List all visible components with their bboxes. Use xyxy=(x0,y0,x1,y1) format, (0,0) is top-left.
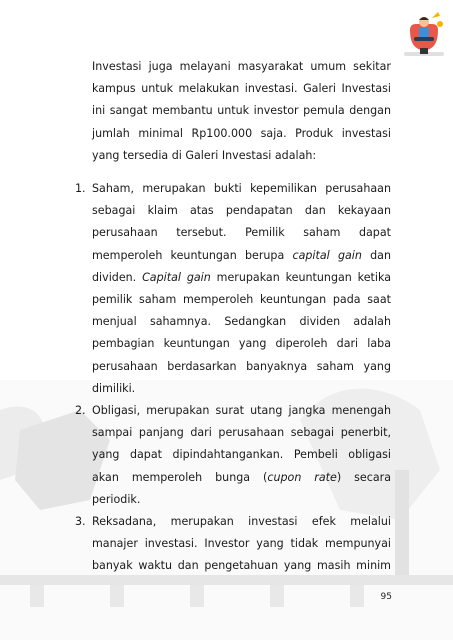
item-text: Obligasi, merupakan surat utang jangka menengah sampai panjang dari perusahaan sebagai penerbit, yang dapat dipindahtangankan. Pembeli obligasi akan memperoleh bunga ( xyxy=(92,404,391,484)
intro-paragraph: Investasi juga melayani masyarakat umum sekitar kampus untuk melakukan investasi. Galeri Investasi ini sangat membantu untuk investor pemula dengan jumlah minimal Rp100.000 saja. Produk investasi yang tersedia di Galeri Investasi adalah: xyxy=(92,60,391,162)
item-italic-term: cupon rate xyxy=(267,470,337,484)
body-text xyxy=(75,56,391,578)
list-item-reksadana xyxy=(75,511,391,578)
item-text: dan dividen. xyxy=(92,248,391,284)
item-text: ) secara periodik. xyxy=(92,470,391,506)
item-text: Reksadana, merupakan investasi efek melalui manajer investasi. Investor yang tidak mempunyai banyak waktu dan pengetahuan yang masih minim xyxy=(92,515,391,573)
list-number: 2. xyxy=(75,404,86,418)
item-text: merupakan keuntungan ketika pemilik saham memperoleh keuntungan pada saat menjual sahamnya. Sedangkan dividen adalah pembagian keuntungan yang diperoleh dari laba perusahaan berdasarkan banyaknya saham yang dimiliki. xyxy=(92,270,391,395)
investor-chair-illustration xyxy=(402,10,446,60)
item-italic-term: Capital gain xyxy=(142,270,211,284)
item-text: Saham, merupakan bukti kepemilikan perusahaan sebagai klaim atas pendapatan dan kekayaan perusahaan tersebut. Pemilik saham dapat memperoleh keuntungan berupa xyxy=(92,182,391,262)
investment-product-list xyxy=(75,178,391,578)
list-number: 3. xyxy=(75,515,86,529)
list-number: 1. xyxy=(75,182,86,196)
list-item-saham xyxy=(75,178,391,400)
item-italic-term: capital gain xyxy=(292,248,362,262)
page-number: 95 xyxy=(380,592,392,602)
list-item-obligasi xyxy=(75,400,391,511)
